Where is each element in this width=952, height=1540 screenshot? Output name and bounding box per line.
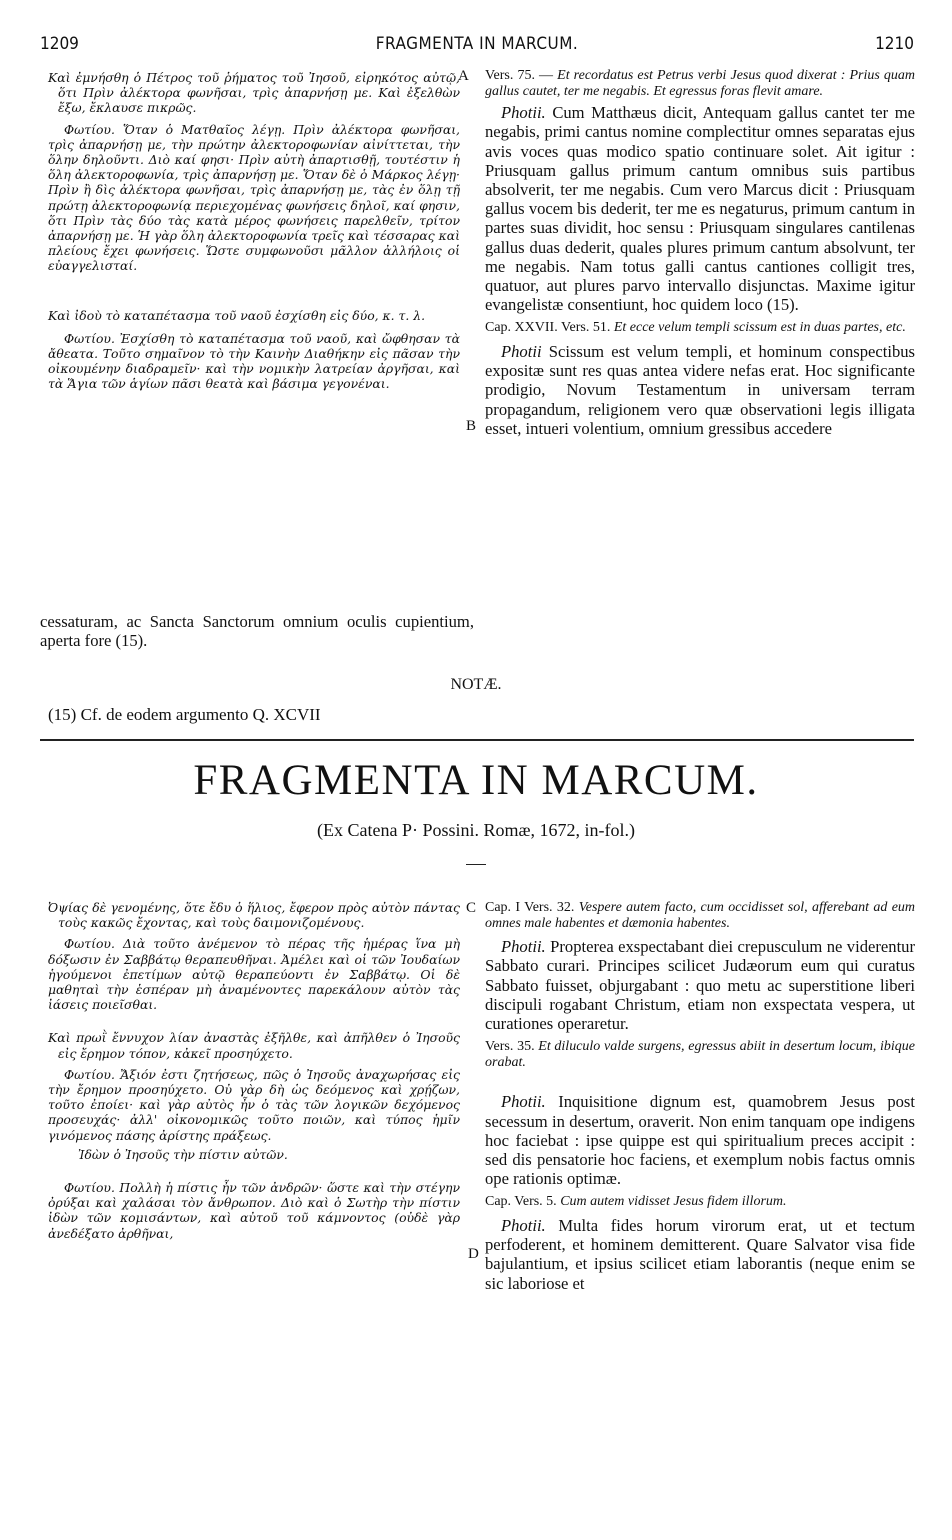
notes-heading: NOTÆ. xyxy=(450,676,502,693)
commentary-text: Scissum est velum templi, et hominum conspectibus expositæ sunt res quas antea videre nefas erat. Hoc significante prodigio, Novum Testamentum in universam terram propagandum, religionem vero quæ observationi legis illigata esset, intueri volentium, omnium gressibus accedere xyxy=(485,342,915,438)
verse-text: Vespere autem facto, cum occidisset sol, afferebant ad eum omnes male habentes et dæmonia habentes. xyxy=(485,900,916,931)
verse-label: Vers. 75. — xyxy=(485,68,554,83)
latin-verse-51 xyxy=(485,320,915,336)
verse-text: Et diluculo valde surgens, egressus abiit in desertum locum, ibique orabat. xyxy=(485,1039,915,1070)
commentary-text: Multa fides horum virorum erat, ut et tectum perfoderent, et hominem demitterent. Quare Salvator visa fide bajulantium, et ipsius scilicet etiam laborantis (neque enim se sic laboriose et xyxy=(485,1216,915,1293)
photii-label: Photii. xyxy=(501,1216,546,1235)
greek-verse-35: Καὶ πρωῒ ἔννυχον λίαν ἀναστὰς ἐξῆλθε, καὶ ἀπῆλθεν ὁ Ἰησοῦς εἰς ἔρημον τόπον, κἀκεῖ προσηύχετο. xyxy=(48,1030,460,1061)
greek-photius-commentary-2: Φωτίου. Ἐσχίσθη τὸ καταπέτασμα τοῦ ναοῦ, καὶ ὤφθησαν τὰ ἄθεατα. Τοῦτο σημαῖνον τὸ τὴν Καινὴν Διαθήκην εἰς πᾶσαν τὴν οἰκουμένην διαδραμεῖν· καὶ τὴν νομικὴν λατρείαν ἀργῆσαι, καὶ τὰ Ἅγια τῶν ἁγίων πᾶσι θεατὰ καὶ βάσιμα γεγονέναι. xyxy=(48,330,460,392)
photii-label: Photii. xyxy=(501,1092,546,1112)
page-number-left: 1209 xyxy=(40,34,79,54)
verse-label: Cap. I Vers. 32. xyxy=(485,900,575,915)
greek-photius-commentary-4: Φωτίου. Ἄξιόν ἐστι ζητήσεως, πῶς ὁ Ἰησοῦς ἀναχωρήσας εἰς τὴν ἔρημον προσηύχετο. Οὐ γὰρ δὴ ὡς δεόμενος καὶ χρῄζων, τοῦτο ἐποίει· καὶ γὰρ αὐτὸς ἦν ὁ τὰς τῶν λογικῶν δεχόμενος προσευχάς· ἀλλ' οἰκονομικῶς τοῦτο ποιῶν, καὶ τύπος ἡμῖν γινόμενος πάσης ἀρίστης πράξεως. xyxy=(48,1066,460,1143)
latin-photius-commentary-2 xyxy=(485,342,915,438)
section-divider xyxy=(40,739,914,741)
top-latin-column xyxy=(485,68,915,438)
latin-continuation xyxy=(40,612,474,650)
latin-photius-commentary-5 xyxy=(485,1216,915,1293)
photii-label: Photii. xyxy=(501,103,546,123)
greek-photius-commentary-5: Φωτίου. Πολλὴ ἡ πίστις ἦν τῶν ἀνδρῶν· ὥστε καὶ τὴν στέγην ὀρύξαι καὶ χαλάσαι τὸν ἄνθρωπον. Διὸ καὶ ὁ Σωτὴρ τὴν πίστιν ἰδὼν τῶν κομισάντων, καὶ αὐτοῦ τοῦ κάμνοντος (οὐδὲ γὰρ ἀνεδέξατο ἀρθῆναι, xyxy=(48,1180,460,1241)
verse-text: Cum autem vidisset Jesus fidem illorum. xyxy=(560,1194,787,1210)
greek-verse-51: Καὶ ἰδοὺ τὸ καταπέτασμα τοῦ ναοῦ ἐσχίσθη εἰς δύο, κ. τ. λ. xyxy=(48,307,426,323)
verse-text: Et recordatus est Petrus verbi Jesus quod dixerat : Prius quam gallus cautet, ter me negabis. Et egressus foras flevit amare. xyxy=(485,68,916,99)
photii-label: Photii. xyxy=(501,937,546,957)
margin-letter-d: D xyxy=(468,1246,479,1262)
latin-verse-32 xyxy=(485,900,915,931)
latin-verse-5 xyxy=(485,1194,915,1210)
verse-text: Et ecce velum templi scissum est in duas partes, etc. xyxy=(613,320,906,336)
latin-photius-commentary-4 xyxy=(485,1092,915,1188)
bottom-latin-column xyxy=(485,900,915,1293)
section-title: FRAGMENTA IN MARCUM. xyxy=(193,757,759,804)
verse-label: Cap. XXVII. Vers. 51. xyxy=(485,320,611,336)
latin-verse-35 xyxy=(485,1039,915,1070)
greek-photius-commentary-3: Φωτίου. Διὰ τοῦτο ἀνέμενον τὸ πέρας τῆς ἡμέρας ἵνα μὴ δόξωσιν ἐν Σαββάτῳ θεραπευθῆναι. Ἀμέλει καὶ οἱ τῶν Ἰουδαίων ἡγούμενοι ἐπετίμων αὐτῷ θεραπεύοντι ἐν Σαββάτῳ. Οἱ δὲ μαθηταὶ τὴν ἑσπέραν μὴ ἀναμένοντες παρεκάλουν αὐτὸν τὰς ἰάσεις ποιεῖσθαι. xyxy=(48,936,460,1013)
margin-letter-b: B xyxy=(466,418,477,434)
bottom-greek-column xyxy=(48,900,460,1241)
commentary-text: Propterea exspectabant diei crepusculum ne viderentur Sabbato curari. Principes scilicet Judæorum eum qui curatus Sabbato fuisset, objurgabant : quo metu ac superstitione liberi discipuli rogabant Christum, etiam non exspectata vespera, ut curationes operaretur. xyxy=(485,937,915,1033)
latin-continuation-text: cessaturam, ac Sancta Sanctorum omnium oculis cupientium, aperta fore (15). xyxy=(40,612,474,651)
running-head xyxy=(40,34,914,60)
greek-verse-75: Καὶ ἐμνήσθη ὁ Πέτρος τοῦ ῥήματος τοῦ Ἰησοῦ, εἰρηκότος αὐτῷ, ὅτι Πρὶν ἀλέκτορα φωνῆσαι, τρὶς ἀπαρνήσῃ με. Καὶ ἐξελθὼν ἔξω, ἔκλαυσε πικρῶς. xyxy=(48,70,460,116)
section-subtitle: (Ex Catena P· Possini. Romæ, 1672, in-fol.) xyxy=(317,820,635,840)
greek-verse-32: Ὀψίας δὲ γενομένης, ὅτε ἔδυ ὁ ἥλιος, ἔφερον πρὸς αὐτὸν πάντας τοὺς κακῶς ἔχοντας, καὶ τοὺς δαιμονιζομένους. xyxy=(48,900,460,931)
greek-verse-5: Ἰδὼν ὁ Ἰησοῦς τὴν πίστιν αὐτῶν. xyxy=(78,1146,288,1162)
verse-label: Cap. Vers. 5. xyxy=(485,1194,557,1210)
top-greek-column xyxy=(48,70,460,392)
greek-photius-commentary-1: Φωτίου. Ὅταν ὁ Ματθαῖος λέγῃ. Πρὶν ἀλέκτορα φωνῆσαι, τρὶς ἀπαρνήσῃ με, τὴν πρώτην ἀλεκτοροφωνίαν αἰνίττεται, τὴν ὅλην δηλοῦντι. Διὸ καί φησι· Πρὶν αὐτὴ ἀπαρτισθῇ, τουτέστιν ἡ ὅλη ἀλεκτοροφωνία, τρὶς ἀπαρνήσῃ με. Ὅταν δὲ ὁ Μάρκος λέγῃ· Πρὶν ἢ δὶς ἀλέκτορα φωνῆσαι, τρὶς ἀπαρνήσῃ με, τὰς ἐν ὅλῃ τῇ πρώτῃ ἀλεκτοροφωνίᾳ περιεχομένας φωνήσεις δηλοῖ, καί φησιν, ὅτι Πρὶν τὰς δύο τὰς κατὰ μέρος φωνήσεις παρελθεῖν, τρίτον ἀπαρνήσῃ με. Ἡ γὰρ ὅλη ἀλεκτοροφωνία τρεῖς καὶ τέσσαρας καὶ πλείους ἔχει φωνήσεις. Ὥστε συμφωνοῦσι μᾶλλον ἀλλήλοις οἱ εὐαγγελισταί. xyxy=(48,121,460,274)
footnote-15: (15) Cf. de eodem argumento Q. XCVII xyxy=(48,705,321,724)
running-title: FRAGMENTA IN MARCUM. xyxy=(375,34,579,54)
commentary-text: Cum Matthæus dicit, Antequam gallus cantet ter me negabis, primi cantus nomine complectitur omnes separatas ejus avis voces quas modico spatio continuare solet. Ait igitur : Priusquam gallus primum cantum omnibus suis partibus absolverit, ter me negabis. Cum vero Marcus dicit : Priusquam gallus vocem bis dederit, ter me es negaturus, primum cantum in partes suas dividit, hoc sensu : Priusquam singulares cantilenas gallus duas dederit, quales plures primum cantum absolvunt, ter me negabis. Nam totus galli cantus cantiones colligit tres, quatuor, aut plures parvo intervallo disjunctas. Maxime igitur evangelistæ consentiunt, hoc quidem loco (15). xyxy=(485,103,915,315)
title-dash xyxy=(466,864,486,865)
photii-label: Photii xyxy=(501,342,542,362)
latin-photius-commentary-1 xyxy=(485,103,915,314)
page-number-right: 1210 xyxy=(875,34,914,54)
latin-verse-75 xyxy=(485,68,915,99)
latin-photius-commentary-3 xyxy=(485,937,915,1033)
verse-label: Vers. 35. xyxy=(485,1039,535,1055)
margin-letter-a: A xyxy=(458,68,469,84)
commentary-text: Inquisitione dignum est, quamobrem Jesus post secessum in desertum, oraverit. Non enim tanquam ope indigens hoc faciebat : ipse quippe est qui spiritualium preces accipit : sed dis pensatorie hoc faciens, et exemplum nobis factus omnis ope rationis optimæ. xyxy=(485,1092,915,1189)
margin-letter-c: C xyxy=(466,900,477,916)
